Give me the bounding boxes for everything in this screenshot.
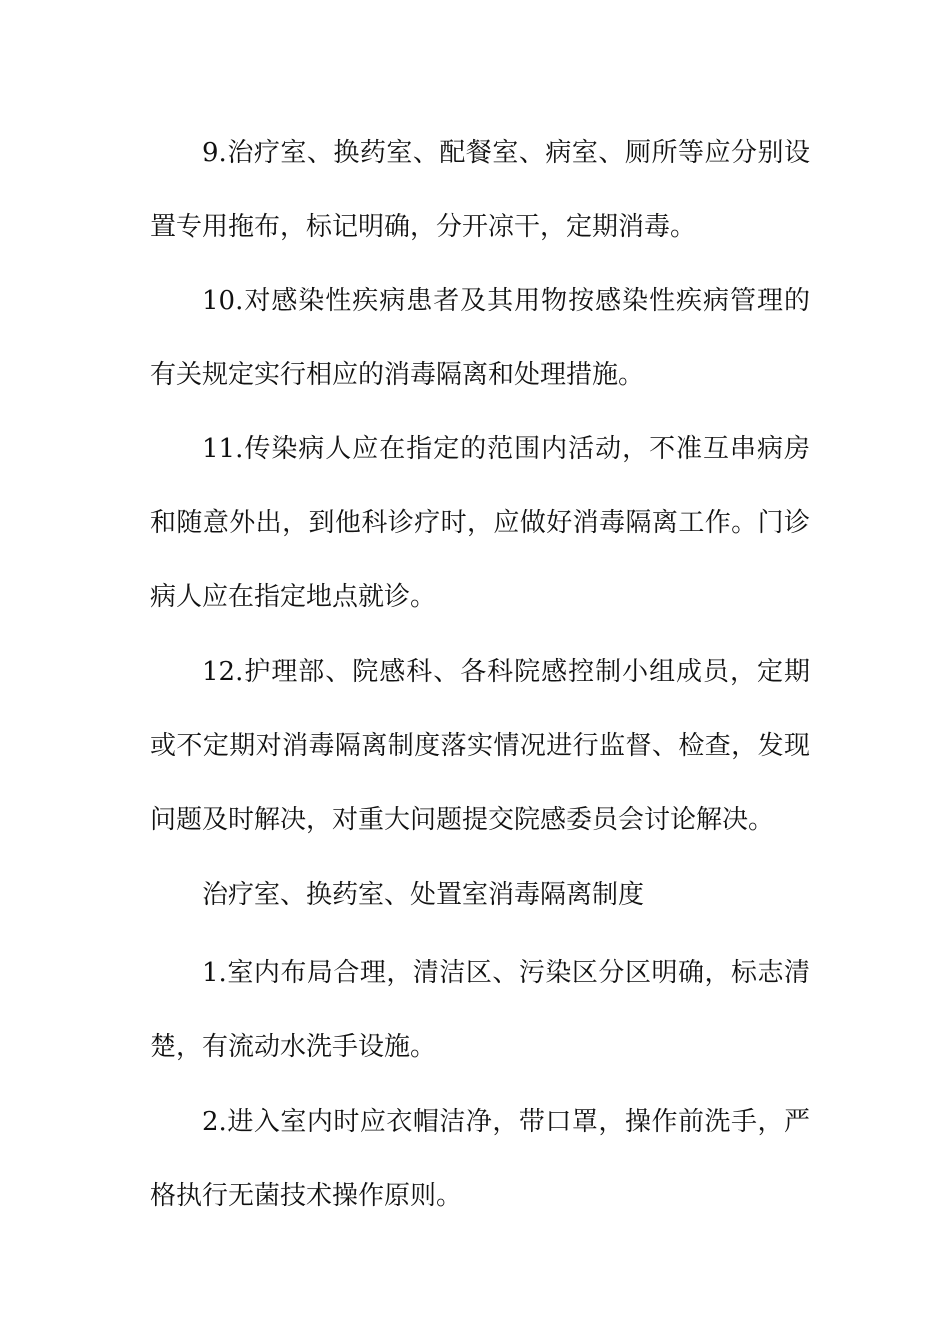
paragraph-item-11: 11.传染病人应在指定的范围内活动，不准互串病房和随意外出，到他科诊疗时，应做好消毒隔离工作。门诊病人应在指定地点就诊。 [150,434,810,612]
paragraph-item-2: 2.进入室内时应衣帽洁净，带口罩，操作前洗手，严格执行无菌技术操作原则。 [150,1107,810,1211]
paragraph-item-10: 10.对感染性疾病患者及其用物按感染性疾病管理的有关规定实行相应的消毒隔离和处理措施。 [150,286,810,390]
paragraph-item-12: 12.护理部、院感科、各科院感控制小组成员，定期或不定期对消毒隔离制度落实情况进行监督、检查，发现问题及时解决，对重大问题提交院感委员会讨论解决。 [150,657,810,835]
paragraph-item-9: 9.治疗室、换药室、配餐室、病室、厕所等应分别设置专用拖布，标记明确，分开凉干，定期消毒。 [150,138,810,242]
section-heading: 治疗室、换药室、处置室消毒隔离制度 [202,880,645,910]
paragraph-item-1: 1.室内布局合理，清洁区、污染区分区明确，标志清楚，有流动水洗手设施。 [150,958,810,1062]
